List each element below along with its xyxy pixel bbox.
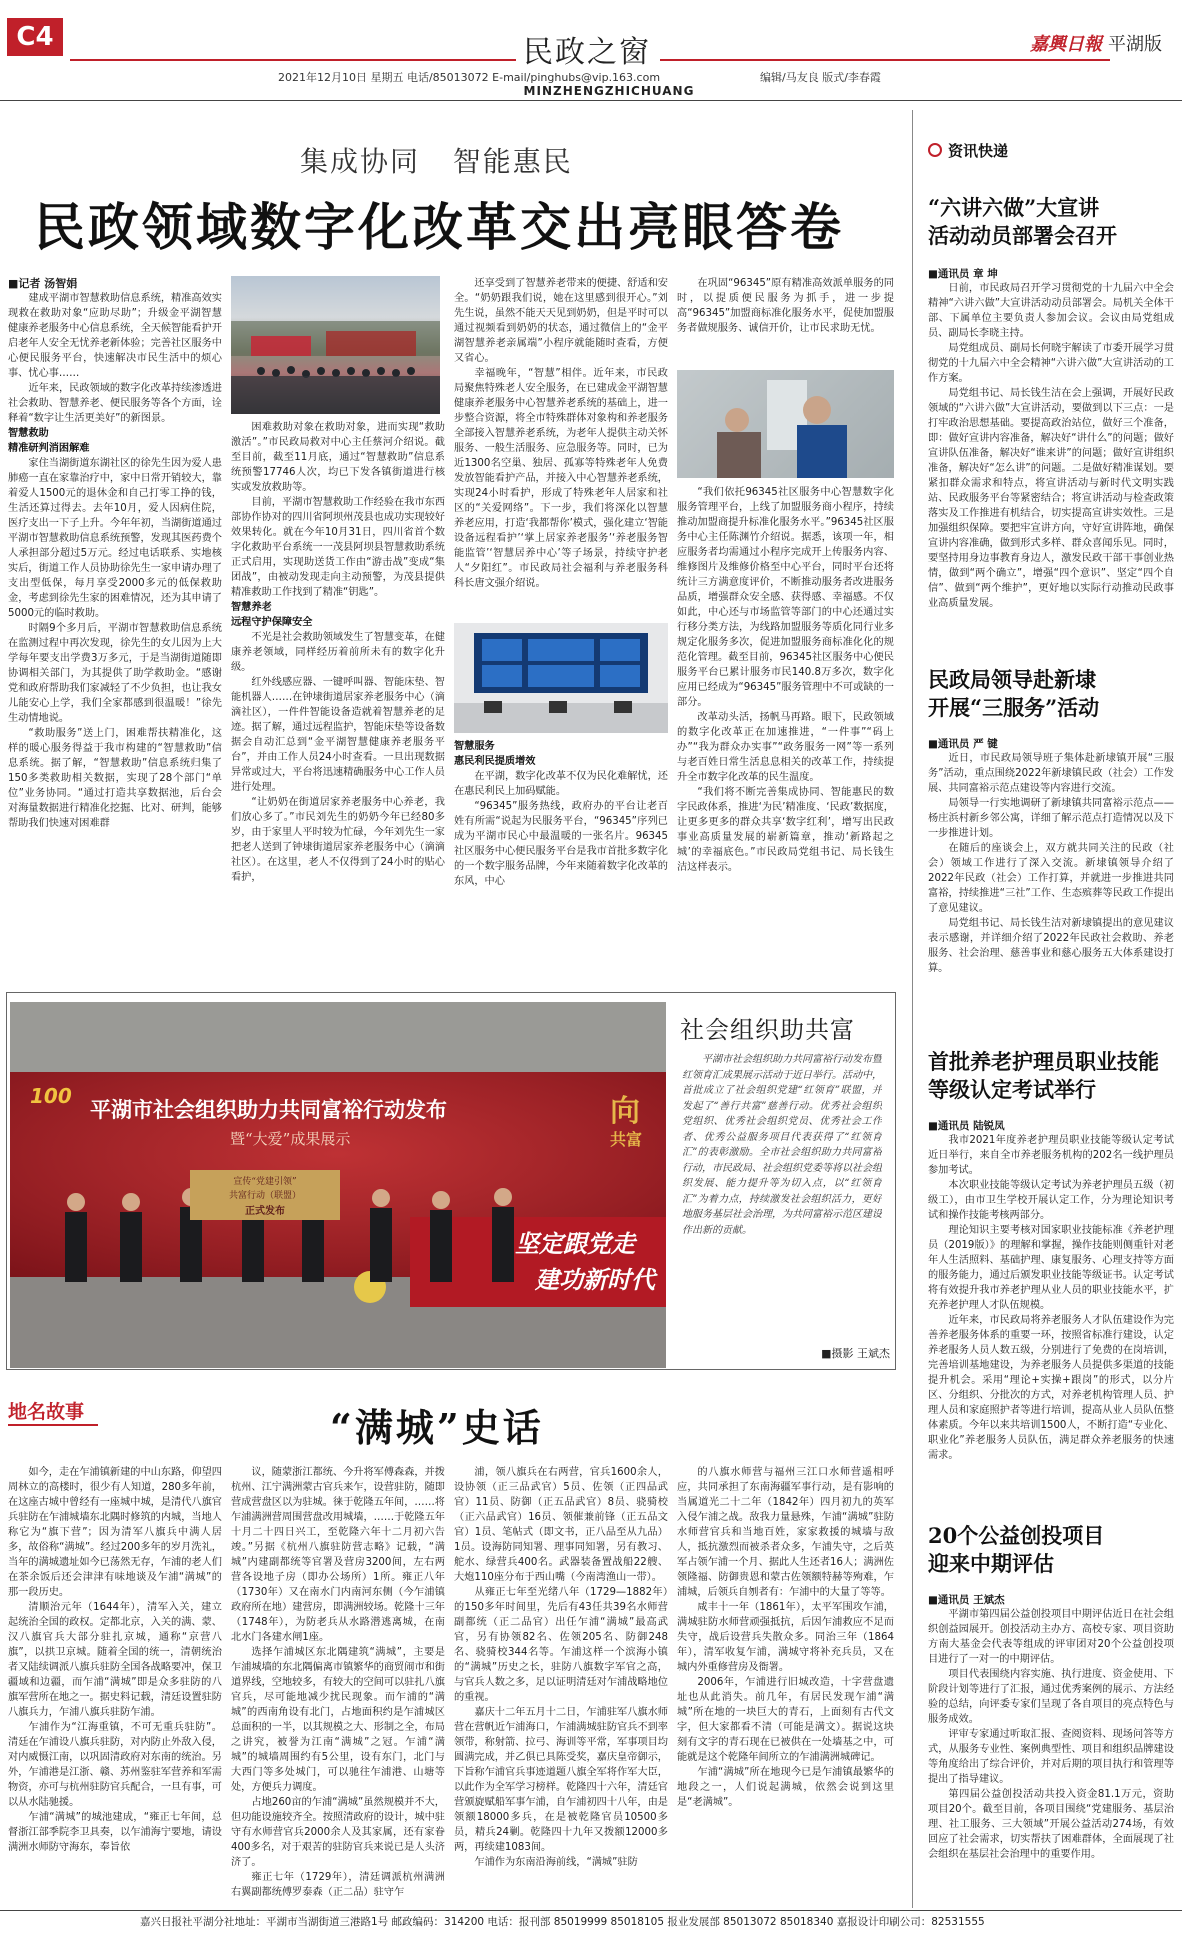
paragraph: 乍浦作为东南沿海前线，“满城”驻防	[474, 1857, 638, 1868]
paragraph: “我们将不断完善集成协同、智能惠民的数字民政体系，推进‘为民’精准度、‘民政’数据度，让更多更多的群众共享‘数字红利’，增写出民政事业高质量发展的崭新篇章，推动‘新路起之城’的幸福底色。”市民政局党组书记、局长钱生洁这样表示。	[677, 787, 894, 873]
feature-photo-graphic	[10, 1002, 666, 1368]
paragraph: 幸福晚年，“智慧”相伴。近年来，市民政局聚焦特殊老人安全服务，在已建成金平湖智慧健康养老服务中心智慧养老系统的基础上，进一步整合资源，将全市特殊群体对象构和养老服务全部接入智慧养老系统，为老年人提供主动关怀服务、一般生活服务、应急服务等。同时，已为近1300名空巢、独居、孤寡等特殊老年人免费发放智能看护产品，并接入中心智慧养老系统，实现24小时看护，形成了特殊老年人居家和社区的“关爱网络”。下一步，我们将深化以智慧养老应用，打造‘我都帮你’模式，强化建立‘智能设备远程看护’‘掌上居家养老服务’‘养老服务智能监管’‘智慧居养中心’等子场景，持续守护老人“夕阳红”。市民政局社会福利与养老服务科科长唐文强介绍说。	[454, 368, 668, 589]
paragraph: 占地260亩的乍浦“满城”虽然规模并不大，但功能设施较齐全。按照清政府的设计，城中驻守有水师营官兵2000余人及其家属，还有家眷400多名，对于艰苦的驻防官兵来说已是人头济济了。	[231, 1797, 445, 1868]
paragraph: 时隔9个多月后，平湖市智慧救助信息系统在监测过程中再次发现，徐先生的女儿因为上大学每年要支出学费3万多元，于是当湖街道随即协调相关部门，为其提供了助学救助金。“感谢党和政府帮助我们家减轻了不少负担，也让我女儿能安心上学，我们全家都感到很温暖！”徐先生动情地说。	[8, 623, 222, 724]
sidebar-item-3-body	[928, 1133, 1174, 1523]
paragraph: 选择乍浦城区东北隅建筑“满城”，主要是乍浦城墙的东北隅偏离市镇繁华的商贸闹市和街道界线，空地较多，有较大的空间可以驻扎八旗官兵，尽可能地减少扰民现象。而乍浦的“满城”的西南角设有北门，占地面积约是乍浦城区总面积的一半，以其规模之大、形制之全，布局之讲究，被誉为江南“满城”之冠。乍浦“满城”的城墙周围约有5公里，设有东门，北门与大西门等多处城门，可以驰往乍浦港、山塘等处，方便兵力调度。	[231, 1647, 445, 1793]
paragraph: 近年来，市民政局将养老服务人才队伍建设作为完善养老服务体系的重要一环，按照省标准行建设，认定养老服务人员人数五级，分别进行了免费的在岗培训，完善培训基地建设，为养老服务人员提供多渠道的技能提升机会。采用“理论+实操+跟岗”的形式，以分片区、分组织、分批次的方式，对养老机构管理人员、护理人员和家庭照护者等进行培训，提高从业人员队伍整体素质。今年以来共培训1500人，不断打造“专业化、职业化”养老服务人员队伍，满足群众养老服务的快速需求。	[928, 1315, 1174, 1461]
sidebar-item-4-body	[928, 1607, 1174, 1907]
paragraph: 理论知识主要考核对国家职业技能标准《养老护理员（2019版）》的理解和掌握，操作技能则侧重针对老年人生活照料、基础护理、康复服务、心理支持等方面的服务能力，通过后颁发职业技能等级证书。认定考试将有效提升我市养老护理从业人员的职业技能水平，扩充养老护理人才队伍规模。	[928, 1225, 1174, 1311]
paragraph: 局领导一行实地调研了新埭镇共同富裕示范点——杨庄浜村新乡邻公寓，详细了解示范点打造情况以及下一步推进计划。	[928, 798, 1174, 839]
photo-slogan-1: 坚定跟党走	[515, 1229, 635, 1258]
sidebar-label-wrap	[928, 140, 1178, 166]
masthead-rule-right	[660, 59, 1110, 61]
lead-photo-service	[677, 370, 894, 478]
feature-photo	[10, 1002, 666, 1368]
sidebar-divider	[912, 110, 913, 1908]
paragraph: 近日，市民政局领导班子集体赴新埭镇开展“三服务”活动，重点围绕2022年新埭镇民政（社会）工作发展、共同富裕示范点建设等内容进行交流。	[928, 753, 1174, 794]
subheading: 精准研判消困解难	[8, 443, 90, 454]
paragraph: 本次职业技能等级认定考试为养老护理员五级（初级工），由市卫生学校开展认定工作，分为理论知识考试和操作技能考核两部分。	[928, 1180, 1174, 1221]
lead-column-2	[231, 420, 445, 983]
photo-backdrop-sub: 暨“大爱”成果展示	[230, 1130, 351, 1148]
paragraph: 清顺治元年（1644年），清军入关，建立起统治全国的政权。定都北京，入关的满、蒙、汉八旗官兵大部分驻扎京城，通称“京营八旗”，以拱卫京城。随着全国的统一，清朝统治者又陆续调派八旗兵驻防全国各战略要冲，保卫疆域和边疆，而乍浦“满城”即是众多驻防的八旗军营所在地之一。据史料记载，清廷设置驻防八旗兵力，乍浦八旗兵驻防乍浦。	[8, 1602, 222, 1718]
section-pinyin: MINZHENGZHICHUANG	[523, 84, 695, 98]
sidebar-item-1-title-l1: “六讲六做”大宣讲	[928, 195, 1100, 220]
paragraph: 2006年，乍浦进行旧城改造，十字营盘遗址也从此消失。前几年，有居民发现乍浦“满城”所在地的一块巨大的青石，上面刻有古代文字，但大家都看不清（可能是满文）。据说这块刻有文字的青石现在已被供在一处墙基之中，可能就是这个乾隆年间所立的乍浦满洲城碑记。	[677, 1677, 894, 1763]
paper-logo: 嘉興日報	[1030, 34, 1102, 55]
paragraph: 日前，市民政局召开学习贯彻党的十九届六中全会精神“六讲六做”大宣讲活动动员部署会。局机关全体干部、下属单位主要负责人参加会议。会议由局党组成员、副局长李晓主持。	[928, 283, 1174, 339]
paragraph: 我市2021年度养老护理员职业技能等级认定考试近日举行，来自全市养老服务机构的202名一线护理员参加考试。	[928, 1135, 1174, 1176]
paragraph: “让奶奶在街道居家养老服务中心养老，我们放心多了。”市民刘先生的奶奶今年已经80多岁，由于家里人平时较为忙碌，今年刘先生一家把老人送到了钟埭街道居家养老服务中心（滴滴社区）。在这里，老人不仅得到了24小时的贴心看护，	[231, 797, 445, 883]
paragraph: 在平湖，数字化改革不仅为民化难解忧，还在惠民利民上加码赋能。	[454, 771, 668, 797]
sidebar-item-3	[928, 1048, 1174, 1518]
date-line: 2021年12月10日 星期五 电话/85013072 E-mail/pinghubs@vip.163.com	[278, 71, 661, 84]
sidebar-item-3-byline: ■通讯员 陆锐凤	[928, 1120, 1005, 1132]
paragraph: 第四届公益创投活动共投入资金81.1万元，资助项目20个。截至目前，各项目围绕“党建服务、基层治理、社工服务、三大领域”开展公益活动274场，有效回应了社会需求，切实帮扶了困难群体，全面展现了社会组织在基层社会治理中的重要作用。	[928, 1789, 1174, 1860]
paragraph: 的八旗水师营与福州三江口水师营遥相呼应，共同承担了东南海疆军事行动，是有影响的当属道光二十二年（1842年）四月初九的英军入侵乍浦之战。敌我力量悬殊，乍浦“满城”驻防水师营官兵和当地百姓，家家救援的城墙与敌人，抵抗激烈而被杀者众多，乍浦失守，之后英军占领乍浦一个月、据此人生还者16人；满洲佐领隆福、防御贵恩和蒙古佐领额特赫等殉难，乍浦城，后领兵自刎者有：乍浦中的大量了等等。	[677, 1467, 894, 1598]
photo-backdrop-main: 平湖市社会组织助力共同富裕行动发布	[90, 1097, 447, 1122]
sidebar-item-2-byline: ■通讯员 严 键	[928, 738, 998, 750]
photo-cn100: 100	[30, 1084, 72, 1108]
edition-label: 平湖版	[1108, 34, 1162, 55]
sidebar-item-4-title-l1: 20个公益创投项目	[928, 1523, 1105, 1548]
lead-column-1	[8, 291, 222, 983]
subheading: 智慧救助	[8, 428, 49, 439]
paragraph: 如今，走在乍浦镇新建的中山东路，仰望四周林立的高楼时，很少有人知道，280多年前，在这座古城中曾经有一座城中城，是清代八旗官兵驻防在乍浦城墙东北隅时修筑的内城，当地人称它为“旗下营”；因为清军八旗兵中满人居多，故俗称“满城”。经过200多年的岁月洗礼，当年的满城遗址如今已荡然无存，乍浦的老人们在茶余饭后还会津津有味地谈及乍浦“满城”的那一段历史。	[8, 1467, 222, 1598]
paragraph: 局党组成员、副局长何晓宇解读了市委开展学习贯彻党的十九届六中全会精神“六讲六做”大宣讲活动的工作方案。	[928, 343, 1174, 384]
newsflash-icon	[928, 143, 942, 157]
lead-photo-control-room	[454, 623, 668, 733]
paragraph: 嘉庆十二年五月十二日，乍浦驻军八旗水师营在营帆近乍浦海口，乍浦满城驻防官兵不到率领带，称射箭、拉弓、海训等平常，军事项目均圆满完成，并乙俱已具陈受奖，嘉庆皇帝御示，下旨称乍浦官兵事迹道题八旗全军将作军大臣，以此作为全军学习榜样。乾隆四十六年，清廷官营颁旋赋船军事乍浦，自乍浦初四十八年，由是领额18000多兵，在是被乾隆官员10500多员，精兵24剿。乾隆四十九年又拨额12000多两，再续建1083间。	[454, 1707, 668, 1853]
page-code: C4	[7, 18, 63, 56]
place-story-col-3	[454, 1465, 668, 1900]
sidebar-item-2	[928, 666, 1174, 1046]
photo-side-1: 向	[610, 1094, 640, 1129]
subheading: 远程守护保障安全	[231, 617, 313, 628]
paragraph: 乍浦“满城”所在地现今已是乍浦镇最繁华的地段之一，人们说起满城，依然会说到这里是“老满城”。	[677, 1767, 894, 1808]
paragraph: 从雍正七年至光绪八年（1729—1882年）的150多年时间里，先后有43任共39名水师营副都统（正二品官）出任乍浦“满城”最高武官，另有协领82名、佐领205名、防御248名、骁骑校344名等。乍浦这样一个滨海小镇的“满城”历史之长，驻防八旗数字军官之高，与官兵人数之多，足以证明清廷对乍浦战略地位的重视。	[454, 1587, 668, 1703]
place-story-tag: 地名故事	[8, 1401, 85, 1423]
photo-side-2: 共富	[610, 1130, 643, 1149]
paragraph: 局党组书记、局长钱生洁在会上强调，开展好民政领域的“六讲六做”大宣讲活动，要做到以下三点：一是打牢政治思想基础。要提高政治站位，做好三个准备，即：做好宣讲内容准备，解决好“讲什么”的问题；做好宣讲队伍准备，解决好“谁来讲”的问题；做好宣讲组织准备，解决好“怎么讲”的问题。二是做好精准谋划。要紧扣群众需求和特点，将宣讲活动与新时代文明实践站、民政服务平台等紧密结合；将宣讲活动与检查政策落实及工作推进有机结合，切实提高宣讲实效性。三是加强组织保障。要把牢宣讲方向，守好宣讲阵地，确保宣讲内容准确，做到形式多样、群众喜闻乐见。同时，要坚持用身边事教育身边人，激发民政干部干事创业热情，做到“两个确立”，增强“四个意识”、坚定“四个自信”、做到“两个维护”，更好地以实际行动推动民政事业高质量发展。	[928, 388, 1174, 609]
lead-column-3a	[454, 276, 668, 616]
paragraph: 评审专家通过听取汇报、查阅资料、现场问答等方式，从服务专业性、案例典型性、项目和组织品牌建设等角度给出了综合评价，并对后期的项目执行和管理等提出了指导建议。	[928, 1729, 1174, 1785]
editors-line: 编辑/马友良 版式/李春霞	[760, 71, 881, 84]
sidebar-label: 资讯快递	[948, 142, 1009, 160]
sidebar-item-4-title-l2: 迎来中期评估	[928, 1551, 1054, 1576]
masthead	[0, 0, 1182, 98]
footer-text: 嘉兴日报社平湖分社地址：平湖市当湖街道三港路1号 邮政编码：314200 电话：报刊部 85019999 85018105 报业发展部 85013072 85018340 嘉报设计印刷公司：82531555	[140, 1916, 985, 1928]
lead-column-4b	[677, 485, 894, 983]
paragraph: 还享受到了智慧养老带来的便捷、舒适和安全。“奶奶跟我们说，她在这里感到很开心。”刘先生说，虽然不能天天见到奶奶，但是平时可以通过视频看到奶奶的状态，通过微信上的“金平湖智慧养老亲属端”小程序就能随时查看，方便又省心。	[454, 278, 668, 364]
paragraph: 建成平湖市智慧救助信息系统，精准高效实现救在救助对象“应助尽助”；升级金平湖智慧健康养老服务中心信息系统，全天候智能看护开启老年人安全无忧养老新体验；完善社区服务中心便民服务平台，快速解决市民生活中的烦心事、忧心事……	[8, 293, 222, 379]
sidebar-item-1	[928, 194, 1174, 654]
masthead-rule-top	[70, 59, 516, 61]
paragraph: 在随后的座谈会上，双方就共同关注的民政（社会）领域工作进行了深入交流。新埭镇领导介绍了2022年民政（社会）工作打算，并就进一步推进共同富裕，持续推进“三社”工作、生态殡葬等民政工作提出了意见建议。	[928, 843, 1174, 914]
paragraph: 雍正七年（1729年），清廷调派杭州满洲右翼副都统傅罗泰森（正二品）驻守乍	[231, 1872, 445, 1898]
paragraph: 乍浦“满城”的城池建成，“雍正七年间，总督浙江部季院李卫具奏，以乍浦海宁要地，请设满洲水师防守海东，奉旨依	[8, 1812, 222, 1853]
paragraph: “我们依托96345社区服务中心智慧数字化服务管理平台，上线了加盟服务商小程序，持续推动加盟商提升标准化服务水平。”96345社区服务中心主任陈渊竹介绍说。据悉，该项一年，相应服务者均需通过小程序完成开上传服务内容、维修图片及维修价格至中心平台，同时平台还将统计三方满意度评价，不断推动服务者改进服务品质，增强群众安全感、获得感、幸福感。不仅如此，中心还与市场监管等部门的中心还通过实行移分类方法，为线路加盟服务等质化同行业多规定化服务多次，促进加盟服务商标准化化的规范化管理。截至目前，96345社区服务中心便民服务平台已累计服务市民140.8万多次，数字化应用已经成为“96345”服务管理中不可或缺的一部分。	[677, 487, 894, 708]
rally-photo-graphic	[231, 276, 440, 414]
paragraph: 近年来，民政领域的数字化改革持续渗透进社会救助、智慧养老、便民服务等各个方面，诠释着“数字让生活更美好”的新图景。	[8, 383, 222, 424]
lead-column-3b	[454, 739, 668, 983]
sidebar-item-4	[928, 1522, 1174, 1907]
place-story-title: “满城”史话	[330, 1405, 544, 1450]
paragraph: “救助服务”送上门，困难帮扶精准化，这样的暖心服务得益于我市构建的“智慧救助”信息系统。据了解，“智慧救助”信息系统归集了150多类救助相关数据，实现了28个部门“单位”业务协同。“通过打造共享数据池，后台会对海量数据进行精准化挖掘、比对、研判，能够帮助我们快速对困难群	[8, 728, 222, 829]
lead-headline: 民政领域数字化改革交出亮眼答卷	[34, 198, 845, 258]
photo-board-2: 共富行动（联盟）	[228, 1191, 301, 1201]
paragraph: 议，随蒙浙江都统、今升将军傅森森，并拨杭州、江宁满洲蒙古官兵来乍，设营驻防，随即营成营盘区以为驻城。徕于乾隆五年间，……将乍浦满洲营周围营盘改用城墙，……于乾隆五年十月二十四日兴工，至乾隆六年十二月初六告竣。”另据《杭州八旗驻防营志略》记载，“满城”内建副都统等官署及营房3200间，左右两营各设地子房（即办公场所）1所。雍正八年（1730年）又在南水门内南河东侧（今乍浦镇政府所在地）建营房，即满洲较场。乾隆十三年（1748年），为防老兵从水路潜逃离城，在南北水门各建水闸1座。	[231, 1467, 445, 1643]
paragraph: 在巩固“96345”原有精准高效派单服务的同时，以提质便民服务为抓手，进一步提高“96345”加盟商标准化服务水平，促使加盟服务者做规服务、诚信开价，让市民求助无忧。	[677, 278, 894, 334]
sidebar-item-2-body	[928, 751, 1174, 1041]
section-title: 民政之窗	[523, 35, 651, 70]
sidebar-item-2-title-l1: 民政局领导赴新埭	[928, 667, 1096, 692]
photo-slogan-2: 建功新时代	[535, 1265, 655, 1294]
feature-photo-credit: ■摄影 王斌杰	[821, 1347, 890, 1360]
paragraph: 红外线感应器、一键呼叫器、智能床垫、智能机器人……在钟埭街道居家养老服务中心（滴滴社区），一件件智能设备造就着智慧养老的足迹。据了解，通过远程监护，智能床垫等设备数据会自动汇总到“金平湖智慧健康养老服务平台”，并由工作人员24小时查看。一旦出现数据异常或过大，平台将迅速精确服务中心工作人员进行处理。	[231, 677, 445, 793]
paragraph: 家住当湖街道东湖社区的徐先生因为爱人患肺癌一直在家靠治疗中，家中日常开销较大，靠着爱人1500元的退休金和自己打零工挣的钱，生活还算过得去。去年10月，爱人因病住院，医疗支出一下子上升。今年年初，当湖街道通过平湖市智慧救助信息系统预警，发现其医药费个人承担部分超过5万元。经过电话联系、实地核实后，街道工作人员协助徐先生一家申请办理了支出型低保，每月享受2000多元的低保救助金，考虑到徐先生家的困难情况，还为其申请了5000元的临时救助。	[8, 458, 222, 619]
paragraph: 乍浦作为“江海重镇，不可无重兵驻防”。清廷在乍浦设八旗兵驻防，对内防止外敌入侵，对内威慑江南，以巩固清政府对东南的统治。另外，乍浦港是江浙、赣、苏州鉴驻军营养和军需物资，亦可与杭州驻防官兵配合，一旦有事，可以从水陆驰援。	[8, 1722, 222, 1808]
paragraph: 平湖市第四届公益创投项目中期评估近日在社会组织创益园展开。创投活动主办方、高校专家、项目资助方南大基金会代表等组成的评审团对20个公益创投项目进行了一对一的中期评估。	[928, 1609, 1174, 1665]
sidebar-item-1-title-l2: 活动动员部署会召开	[928, 223, 1117, 248]
place-story-col-2	[231, 1465, 445, 1900]
place-story-tag-rule	[8, 1424, 98, 1426]
lead-byline: ■记者 汤智娟	[8, 277, 78, 290]
paragraph: 局党组书记、局长钱生洁对新埭镇提出的意见建议表示感谢，并详细介绍了2022年民政社会救助、养老服务、社会治理、慈善事业和慈心服务五大体系建设打算。	[928, 918, 1174, 974]
control-room-graphic	[454, 623, 668, 733]
place-story-col-1	[8, 1465, 222, 1900]
sidebar-item-4-byline: ■通讯员 王斌杰	[928, 1594, 1005, 1606]
footer-rule	[0, 1910, 1182, 1911]
sidebar-item-3-title-l2: 等级认定考试举行	[928, 1077, 1096, 1102]
subheading: 惠民利民提质增效	[454, 756, 536, 767]
photo-board-1: 宣传“党建引领”	[233, 1177, 297, 1187]
paragraph: 浦，领八旗兵在右两营，官兵1600余人，设协领（正三品武官）5员、佐领（正四品武官）11员、防御（正五品武官）8员、骁骑校（正六品武官）16员、领催兼前锋（正五品文官）1员、笔帖式（即文书，正八品至从九品）1员。设海防同知署、理事同知署，另有教习、舵水、绿营兵400名。武器装备置战船22艘、大炮110座分布于西山嘴（今南湾渔山一带）。	[454, 1467, 668, 1583]
sidebar-item-3-title-l1: 首批养老护理员职业技能	[928, 1049, 1159, 1074]
feature-caption-title: 社会组织助共富	[680, 1016, 855, 1044]
service-photo-graphic	[677, 370, 894, 478]
sidebar-item-1-body	[928, 281, 1174, 641]
subheading: 智慧养老	[231, 602, 272, 613]
lead-column-4a	[677, 276, 894, 366]
paragraph: 项目代表围绕内容实施、执行进度、资金使用、下阶段计划等进行了汇报，通过优秀案例的展示、方法经验的总结，向评委专家们呈现了各自项目的亮点特色与服务成效。	[928, 1669, 1174, 1725]
sidebar-item-1-byline: ■通讯员 章 坤	[928, 268, 998, 280]
paragraph: 目前，平湖市智慧救助工作经验在我市东西部协作协对的四川省阿坝州茂县也成功实现较好效果转化。就在今年10月31日，四川省首个数字化救助平台系统一一茂县阿坝县智慧救助系统正式启用，实现助送货工作由“游击战”变成“集团战”，由被动发现走向主动预警，为茂县提供精准救助工作找到了精准“钥匙”。	[231, 497, 445, 598]
lead-kicker: 集成协同 智能惠民	[300, 145, 573, 178]
paragraph: 咸丰十一年（1861年），太平军围攻乍浦，满城驻防水师营顽强抵抗，后因乍浦救应不足而失守，战后设营兵失散众多。同治三年（1864年），清军收复乍浦，满城守将补充兵员，又在城内外重修营房及衙署。	[677, 1602, 894, 1673]
subheading: 智慧服务	[454, 741, 495, 752]
place-story-col-4	[677, 1465, 894, 1900]
paragraph: “96345”服务热线，政府办的平台让老百姓有所需“说起为民服务平台，“96345”序列已成为平湖市民心中最温暖的一张名片。96345社区服务中心便民服务平台是我市首批多数字化的一个数字服务品牌，今年来随着数字化改革的东风，中心	[454, 801, 668, 887]
lead-photo-rally	[231, 276, 440, 414]
paragraph: 改革动头活，扬帆马再路。眼下，民政领域的数字化改革正在加速推进，“一件事”“码上办”“我为群众办实事”“政务服务一网”等一系列与老百姓日常生活息息相关的改革工作，持续提升全市数字化改革的民生温度。	[677, 712, 894, 783]
feature-caption-text: 平湖市社会组织助力共同富裕行动发布暨红领育汇成果展示活动于近日举行。活动中，首批成立了社会组织党建“红领育”联盟，并发起了“善行共富”慈善行动。优秀社会组织党组织、优秀社会组织党员、优秀社会工作者、优秀公益服务项目代表获得了“红领育汇”的表彰激励。全市社会组织助力共同富裕行动，市民政局、社会组织党委等将以社会组织发展、能力提升等为切入点，以“红领育汇”为着力点，持续激发社会组织活力，更好地服务基层社会治理，为共同富裕示范区建设作出新的贡献。	[682, 1054, 882, 1236]
photo-board-3: 正式发布	[245, 1206, 285, 1217]
masthead-divider	[0, 100, 1182, 101]
paragraph: 困难救助对象在救助对象，进而实现“救助激活”。”市民政局救对中心主任蔡河介绍说。截至目前，截至11月底，通过“智慧救助”信息系统预警17746人次，均已下发各镇街道进行核实或发放救助等。	[231, 422, 445, 493]
sidebar-item-2-title-l2: 开展“三服务”活动	[928, 695, 1100, 720]
paragraph: 不光是社会救助领域发生了智慧变革，在健康养老领域，同样经历着前所未有的数字化升级。	[231, 632, 445, 673]
